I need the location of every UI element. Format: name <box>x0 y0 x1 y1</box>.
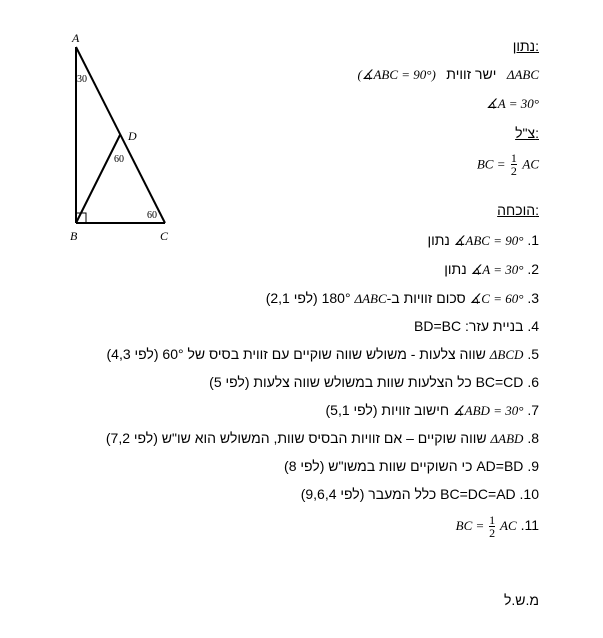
given-line-2: ∡A = 30° <box>486 96 539 111</box>
given-angle-b: (∡ABC = 90°) <box>357 67 436 82</box>
given-triangle: ΔABC <box>506 67 539 82</box>
proof-step: 11. BC = $\frac{1}{2}$ AC <box>455 513 539 540</box>
to-prove-fraction <box>511 152 517 177</box>
proof-step: 6. BC=CD כל הצלעות שוות במשולש שווה צלעות (לפי 5) <box>209 374 539 390</box>
angle-a-label: 30 <box>77 74 87 85</box>
proof-step: 7. ∡ABD = 30° חישוב זוויות (לפי 5,1) <box>325 402 539 418</box>
proof-step: 9. AD=BD כי השוקיים שוות במשו"ש (לפי 8) <box>284 458 539 474</box>
proof-step: 2. ∡A = 30° נתון <box>444 261 539 277</box>
label-a: A <box>72 31 80 45</box>
angle-d-label: 60 <box>114 154 124 165</box>
proof-step: 5. ΔBCD שווה צלעות - משולש שווה שוקיים עם זווית בסיס של 60° (לפי 4,3) <box>106 346 539 362</box>
proof-step: 1. ∡ABC = 90° נתון <box>427 232 539 248</box>
angle-c-label: 60 <box>147 210 157 221</box>
label-c: C <box>160 229 169 243</box>
given-line-1 <box>358 66 540 84</box>
given-right-text: ישר זווית <box>446 66 497 82</box>
to-prove-heading: צ"ל: <box>515 125 539 141</box>
proof-heading: הוכחה: <box>497 202 539 218</box>
given-heading: נתון: <box>512 38 539 54</box>
proof-step: 8. ΔABD שווה שוקיים – אם זוויות הבסיס שוות, המשולש הוא שו"ש (לפי 7,2) <box>105 430 539 446</box>
to-prove-rhs: AC <box>522 156 539 172</box>
to-prove-lhs: BC = <box>476 156 506 172</box>
proof-step: 10. BC=DC=AD כלל המעבר (לפי 9,6,4) <box>300 486 539 502</box>
to-prove-num: 1 <box>510 151 517 165</box>
segment-bd <box>76 135 120 223</box>
proof-step: 4. בניית עזר: BD=BC <box>414 318 539 334</box>
proof-step: 3. ∡C = 60° סכום זוויות ב-ΔABC 180° (לפי 2,1) <box>265 290 539 306</box>
qed: מ.ש.ל <box>503 592 539 608</box>
to-prove-den: 2 <box>510 164 517 178</box>
label-d: D <box>128 129 137 143</box>
label-b: B <box>70 229 78 243</box>
to-prove-equation <box>477 152 539 177</box>
